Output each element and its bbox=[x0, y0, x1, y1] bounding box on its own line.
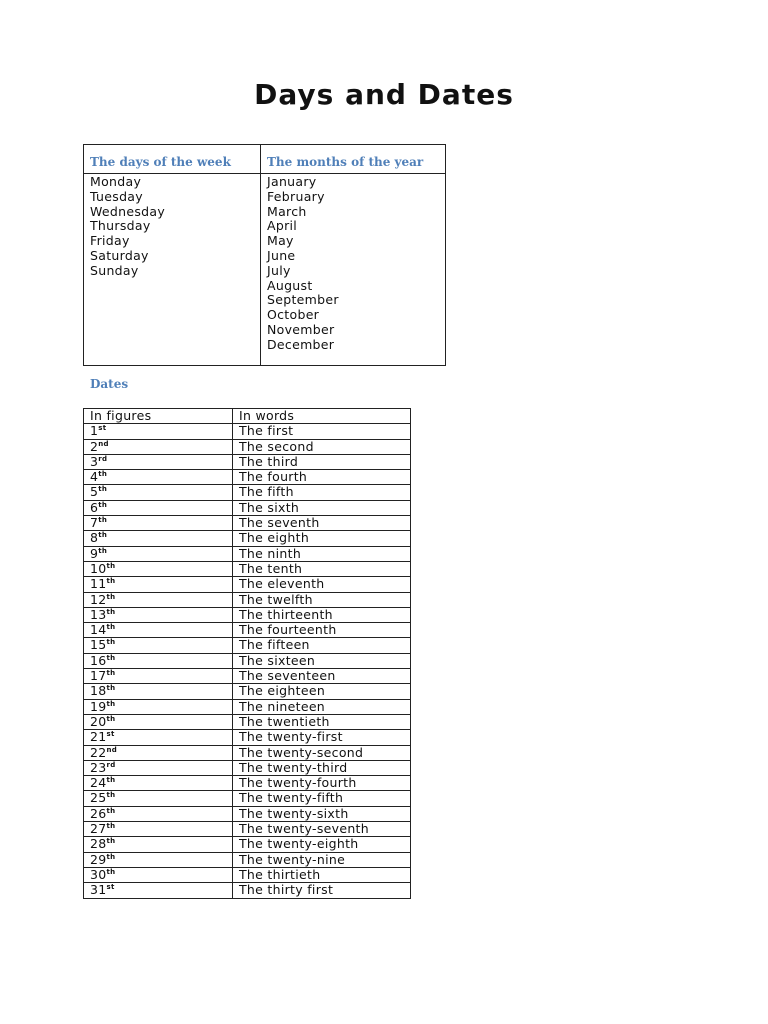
month-item: December bbox=[267, 336, 335, 352]
table-row bbox=[84, 684, 411, 699]
table-row bbox=[84, 745, 411, 760]
date-number: 20 bbox=[90, 714, 107, 729]
date-words-cell: The thirteenth bbox=[233, 607, 411, 622]
date-figure-cell bbox=[84, 470, 233, 485]
date-number: 6 bbox=[90, 500, 99, 515]
date-figure-cell bbox=[84, 653, 233, 668]
table-row bbox=[84, 760, 411, 775]
date-figure-cell bbox=[84, 730, 233, 745]
date-figure-cell bbox=[84, 791, 233, 806]
table-row bbox=[84, 822, 411, 837]
ordinal-suffix: th bbox=[106, 561, 116, 570]
ordinal-suffix: nd bbox=[98, 439, 109, 448]
date-number: 3 bbox=[90, 454, 99, 469]
page-title: Days and Dates bbox=[254, 78, 514, 111]
date-words-cell: The seventeen bbox=[233, 669, 411, 684]
date-figure-cell bbox=[84, 699, 233, 714]
date-figure-cell bbox=[84, 516, 233, 531]
date-figure-cell bbox=[84, 669, 233, 684]
ordinal-suffix: th bbox=[98, 516, 108, 525]
date-words-cell: The fifth bbox=[233, 485, 411, 500]
table-row bbox=[84, 546, 411, 561]
month-item: November bbox=[267, 321, 335, 337]
day-item: Tuesday bbox=[90, 188, 143, 204]
ordinal-suffix: st bbox=[98, 424, 107, 433]
ordinal-suffix: th bbox=[106, 623, 116, 632]
table-row bbox=[84, 424, 411, 439]
date-figure-cell bbox=[84, 454, 233, 469]
table-row bbox=[84, 561, 411, 576]
month-item: October bbox=[267, 307, 320, 323]
date-number: 1 bbox=[90, 423, 99, 439]
date-figure-cell bbox=[84, 822, 233, 837]
ordinal-suffix: nd bbox=[106, 745, 118, 754]
table-row bbox=[84, 867, 411, 882]
date-number: 26 bbox=[90, 806, 107, 821]
date-number: 13 bbox=[90, 607, 107, 622]
table-row bbox=[84, 577, 411, 592]
ordinal-suffix: th bbox=[106, 776, 116, 785]
month-item: July bbox=[267, 262, 291, 278]
table-row bbox=[84, 791, 411, 806]
month-item: June bbox=[267, 247, 296, 263]
date-figure-cell bbox=[84, 546, 233, 561]
date-words-cell: The fifteen bbox=[233, 638, 411, 653]
table-row bbox=[84, 592, 411, 607]
month-item: January bbox=[267, 174, 317, 189]
month-item: February bbox=[267, 188, 325, 204]
date-words-cell: The sixth bbox=[233, 500, 411, 515]
ordinal-suffix: th bbox=[98, 500, 108, 509]
date-number: 14 bbox=[90, 622, 107, 638]
ordinal-suffix: th bbox=[106, 577, 116, 586]
date-words-cell: The seventh bbox=[233, 516, 411, 531]
ordinal-suffix: th bbox=[106, 699, 116, 708]
date-number: 9 bbox=[90, 546, 99, 561]
date-number: 30 bbox=[90, 867, 107, 882]
date-figure-cell bbox=[84, 852, 233, 867]
date-number: 21 bbox=[90, 729, 107, 745]
date-words-cell: The tenth bbox=[233, 561, 411, 576]
date-number: 19 bbox=[90, 699, 107, 714]
table-row bbox=[84, 500, 411, 515]
ordinal-suffix: th bbox=[106, 669, 116, 678]
days-list bbox=[84, 174, 260, 279]
table-row bbox=[84, 454, 411, 469]
date-words-cell: The twenty-nine bbox=[233, 852, 411, 867]
date-number: 5 bbox=[90, 484, 99, 500]
month-item: May bbox=[267, 233, 294, 249]
date-words-cell: The eleventh bbox=[233, 577, 411, 592]
date-words-cell: The twenty-first bbox=[233, 730, 411, 745]
ordinal-suffix: th bbox=[106, 791, 116, 800]
table-row bbox=[84, 638, 411, 653]
day-item: Sunday bbox=[90, 262, 139, 278]
date-words-cell: The eighteen bbox=[233, 684, 411, 699]
date-figure-cell bbox=[84, 485, 233, 500]
months-header: The months of the year bbox=[261, 145, 445, 174]
table-row bbox=[84, 730, 411, 745]
date-figure-cell bbox=[84, 837, 233, 852]
table-row bbox=[84, 806, 411, 821]
dates-header-row bbox=[84, 409, 411, 424]
table-row bbox=[84, 883, 411, 898]
date-figure-cell bbox=[84, 500, 233, 515]
ordinal-suffix: th bbox=[106, 806, 116, 815]
ordinal-suffix: st bbox=[106, 883, 115, 892]
date-words-cell: The twenty-fourth bbox=[233, 776, 411, 791]
date-words-cell: The twelfth bbox=[233, 592, 411, 607]
table-row bbox=[84, 439, 411, 454]
date-words-cell: The twenty-second bbox=[233, 745, 411, 760]
date-figure-cell bbox=[84, 760, 233, 775]
table-row bbox=[84, 516, 411, 531]
header-in-words: In words bbox=[233, 409, 411, 424]
date-number: 2 bbox=[90, 439, 99, 454]
date-number: 24 bbox=[90, 775, 107, 791]
months-list bbox=[261, 174, 445, 353]
ordinal-suffix: rd bbox=[98, 454, 108, 463]
date-words-cell: The twenty-third bbox=[233, 760, 411, 775]
month-item: March bbox=[267, 203, 307, 219]
table-row bbox=[84, 531, 411, 546]
month-item: September bbox=[267, 292, 339, 308]
date-number: 18 bbox=[90, 683, 107, 699]
date-figure-cell bbox=[84, 531, 233, 546]
date-number: 27 bbox=[90, 821, 107, 837]
date-words-cell: The nineteen bbox=[233, 699, 411, 714]
date-words-cell: The twenty-seventh bbox=[233, 822, 411, 837]
table-row bbox=[84, 837, 411, 852]
days-column bbox=[84, 145, 261, 365]
date-number: 7 bbox=[90, 515, 99, 531]
ordinal-suffix: th bbox=[98, 546, 108, 555]
date-words-cell: The twenty-eighth bbox=[233, 837, 411, 852]
months-column bbox=[261, 145, 445, 365]
date-figure-cell bbox=[84, 439, 233, 454]
date-words-cell: The ninth bbox=[233, 546, 411, 561]
ordinal-suffix: th bbox=[106, 837, 116, 846]
dates-table bbox=[83, 408, 411, 899]
table-row bbox=[84, 623, 411, 638]
table-row bbox=[84, 669, 411, 684]
date-number: 31 bbox=[90, 882, 107, 898]
date-words-cell: The first bbox=[233, 424, 411, 439]
ordinal-suffix: th bbox=[106, 638, 116, 647]
date-words-cell: The thirty first bbox=[233, 883, 411, 898]
date-figure-cell bbox=[84, 592, 233, 607]
date-number: 23 bbox=[90, 760, 107, 775]
days-header: The days of the week bbox=[84, 145, 260, 174]
date-words-cell: The twenty-fifth bbox=[233, 791, 411, 806]
date-number: 29 bbox=[90, 852, 107, 867]
dates-section-label: Dates bbox=[90, 377, 129, 391]
header-in-figures: In figures bbox=[84, 409, 233, 424]
date-figure-cell bbox=[84, 867, 233, 882]
day-item: Wednesday bbox=[90, 203, 166, 219]
date-number: 28 bbox=[90, 836, 107, 852]
ordinal-suffix: th bbox=[106, 852, 116, 861]
ordinal-suffix: th bbox=[106, 684, 116, 693]
table-row bbox=[84, 776, 411, 791]
date-number: 10 bbox=[90, 561, 107, 576]
date-words-cell: The twentieth bbox=[233, 714, 411, 729]
table-row bbox=[84, 485, 411, 500]
month-item: August bbox=[267, 277, 313, 293]
table-row bbox=[84, 470, 411, 485]
date-figure-cell bbox=[84, 623, 233, 638]
date-number: 11 bbox=[90, 576, 107, 592]
date-words-cell: The eighth bbox=[233, 531, 411, 546]
ordinal-suffix: th bbox=[106, 714, 116, 723]
date-figure-cell bbox=[84, 607, 233, 622]
date-figure-cell bbox=[84, 883, 233, 898]
ordinal-suffix: rd bbox=[106, 760, 116, 769]
date-number: 25 bbox=[90, 790, 107, 806]
table-row bbox=[84, 852, 411, 867]
date-number: 4 bbox=[90, 469, 99, 485]
date-number: 17 bbox=[90, 668, 107, 684]
day-item: Friday bbox=[90, 233, 130, 249]
ordinal-suffix: th bbox=[106, 822, 116, 831]
date-figure-cell bbox=[84, 638, 233, 653]
ordinal-suffix: th bbox=[106, 867, 116, 876]
date-words-cell: The second bbox=[233, 439, 411, 454]
ordinal-suffix: th bbox=[106, 607, 116, 616]
date-words-cell: The sixteen bbox=[233, 653, 411, 668]
table-row bbox=[84, 607, 411, 622]
date-words-cell: The twenty-sixth bbox=[233, 806, 411, 821]
date-figure-cell bbox=[84, 577, 233, 592]
date-figure-cell bbox=[84, 424, 233, 439]
date-words-cell: The thirtieth bbox=[233, 867, 411, 882]
day-item: Thursday bbox=[90, 218, 151, 234]
ordinal-suffix: th bbox=[106, 592, 116, 601]
ordinal-suffix: st bbox=[106, 730, 115, 739]
date-number: 16 bbox=[90, 653, 107, 668]
table-row bbox=[84, 699, 411, 714]
date-number: 22 bbox=[90, 745, 107, 760]
date-figure-cell bbox=[84, 561, 233, 576]
date-words-cell: The fourteenth bbox=[233, 623, 411, 638]
date-figure-cell bbox=[84, 776, 233, 791]
table-row bbox=[84, 714, 411, 729]
day-item: Saturday bbox=[90, 247, 149, 263]
date-figure-cell bbox=[84, 684, 233, 699]
date-number: 15 bbox=[90, 637, 107, 653]
date-words-cell: The third bbox=[233, 454, 411, 469]
date-number: 12 bbox=[90, 592, 107, 607]
date-figure-cell bbox=[84, 745, 233, 760]
days-months-table bbox=[83, 144, 446, 366]
table-row bbox=[84, 653, 411, 668]
date-number: 8 bbox=[90, 530, 99, 546]
ordinal-suffix: th bbox=[98, 470, 108, 479]
day-item: Monday bbox=[90, 174, 142, 189]
month-item: April bbox=[267, 218, 298, 234]
ordinal-suffix: th bbox=[98, 531, 108, 540]
ordinal-suffix: th bbox=[98, 485, 108, 494]
date-figure-cell bbox=[84, 806, 233, 821]
date-figure-cell bbox=[84, 714, 233, 729]
ordinal-suffix: th bbox=[106, 653, 116, 662]
date-words-cell: The fourth bbox=[233, 470, 411, 485]
